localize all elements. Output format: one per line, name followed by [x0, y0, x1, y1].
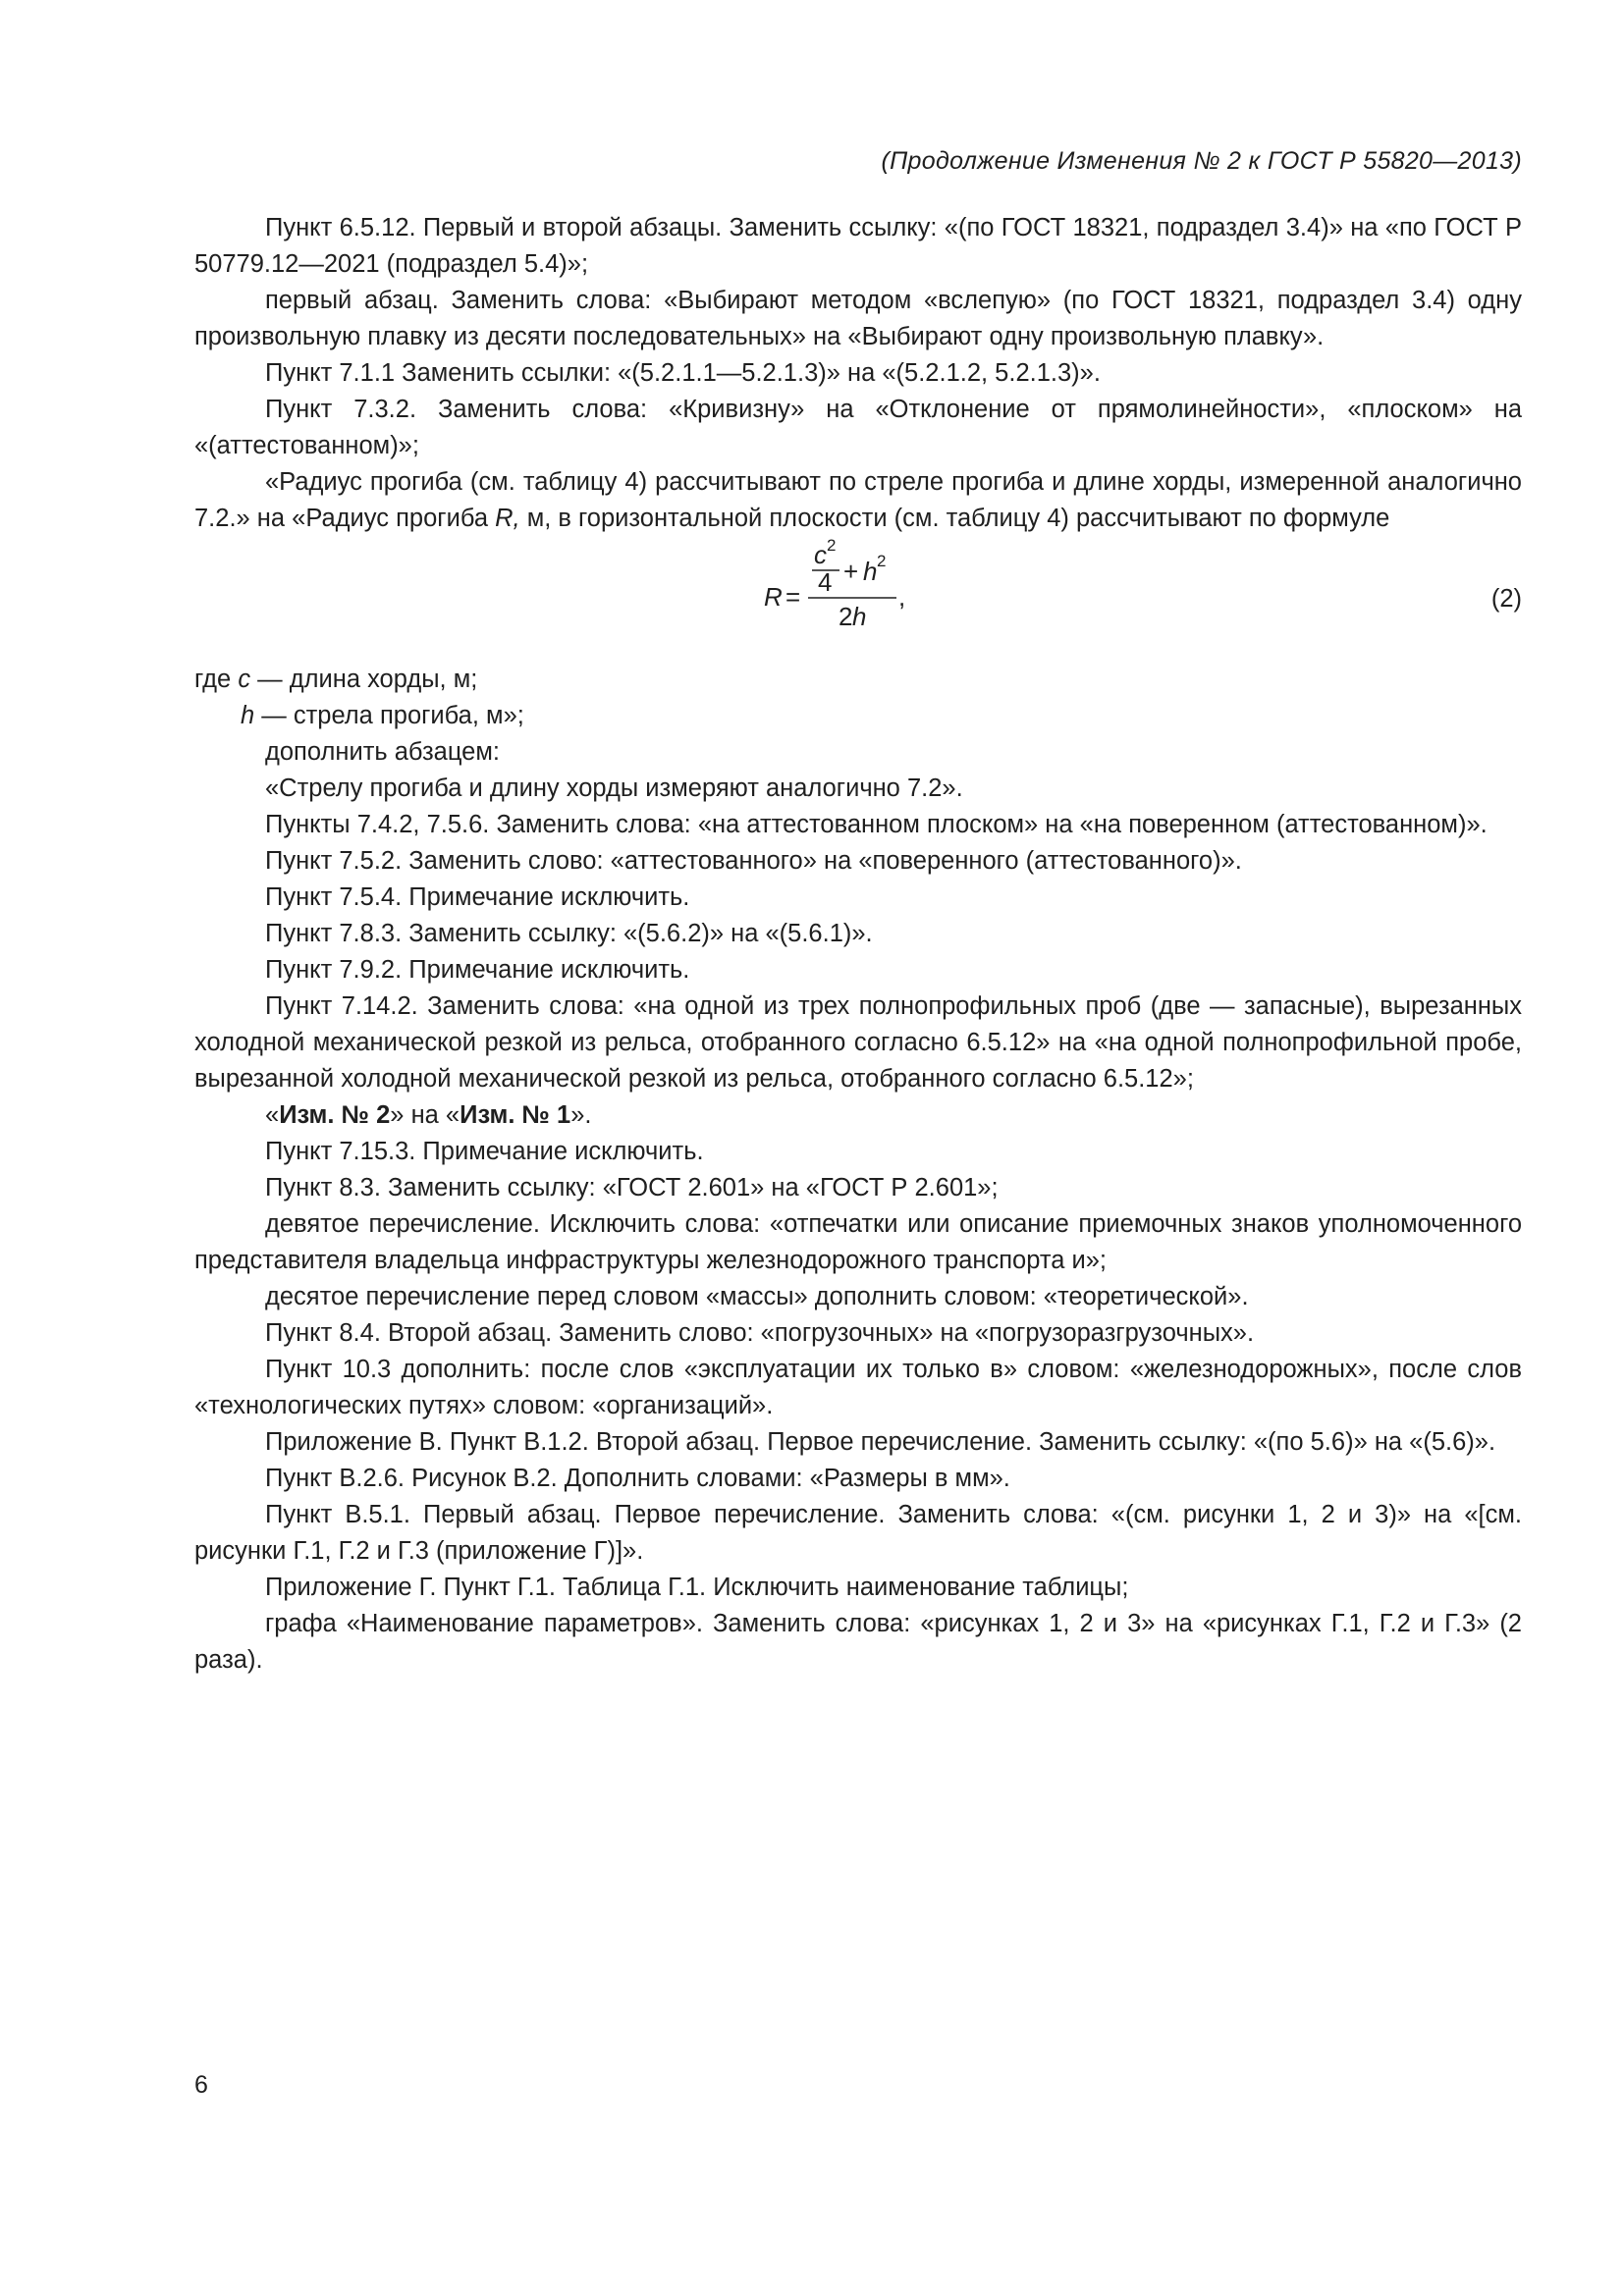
izm-paragraph	[194, 1097, 1522, 1134]
paragraph: Приложение В. Пункт В.1.2. Второй абзац. Первое перечисление. Заменить ссылку: «(по 5.6)» на «(5.6)».	[265, 1428, 1496, 1456]
formula-c-exponent: 2	[827, 536, 837, 555]
document-body	[194, 210, 1522, 1679]
izm-middle: » на «	[390, 1101, 460, 1129]
izm-quote-open: «	[265, 1101, 280, 1129]
formula-equals: =	[785, 582, 801, 612]
formula-h: h	[863, 557, 878, 586]
paragraph: графа «Наименование параметров». Заменить слова: «рисунках 1, 2 и 3» на «рисунках Г.1, Г.2 и Г.3» (2 раза).	[194, 1610, 1522, 1674]
izm-old: Изм. № 2	[279, 1101, 391, 1129]
radius-text-end: м, в горизонтальной плоскости (см. таблицу 4) рассчитывают по формуле	[519, 505, 1390, 532]
paragraph: Пункт 7.3.2. Заменить слова: «Кривизну» на «Отклонение от прямолинейности», «плоском» на «(аттестованном)»;	[194, 396, 1522, 459]
paragraph: Пункт 8.3. Заменить ссылку: «ГОСТ 2.601» на «ГОСТ Р 2.601»;	[265, 1174, 999, 1201]
formula-h-denominator: h	[852, 602, 867, 631]
where-c-text: — длина хорды, м;	[250, 666, 478, 693]
page-number: 6	[194, 2071, 208, 2099]
h-symbol: h	[241, 702, 255, 729]
formula-number: (2)	[1490, 585, 1522, 613]
paragraph: Пункт 7.14.2. Заменить слова: «на одной из трех полнопрофильных проб (две — запасные), вырезанных холодной механической резкой из рельса, отобранного согласно 6.5.12» на «на одной полнопрофильной пробе, вырезанной холодной механической резкой из рельса, отобранного согласно 6.5.12»;	[194, 992, 1522, 1093]
paragraph: дополнить абзацем:	[265, 738, 500, 766]
formula-h-exponent: 2	[877, 552, 887, 570]
paragraph: Пункт 7.1.1 Заменить ссылки: «(5.2.1.1—5.2.1.3)» на «(5.2.1.2, 5.2.1.3)».	[265, 359, 1101, 387]
paragraph: Пункт В.5.1. Первый абзац. Первое перечисление. Заменить слова: «(см. рисунки 1, 2 и 3)» на «[см. рисунки Г.1, Г.2 и Г.3 (приложение Г)]».	[194, 1501, 1522, 1565]
paragraph: Пункт 7.5.2. Заменить слово: «аттестованного» на «поверенного (аттестованного)».	[265, 847, 1242, 875]
paragraph: девятое перечисление. Исключить слова: «отпечатки или описание приемочных знаков уполномоченного представителя владельца инфраструктуры железнодорожного транспорта и»;	[194, 1210, 1522, 1274]
r-symbol: R,	[495, 505, 520, 532]
formula-comma: ,	[898, 582, 906, 612]
paragraph: первый абзац. Заменить слова: «Выбирают методом «вслепую» (по ГОСТ 18321, подраздел 3.4) одну произвольную плавку из десяти последовательных» на «Выбирают одну произвольную плавку».	[194, 287, 1522, 350]
paragraph: Пункт 7.9.2. Примечание исключить.	[265, 956, 690, 984]
paragraph: Пункт 7.8.3. Заменить ссылку: «(5.6.2)» на «(5.6.1)».	[265, 920, 873, 947]
where-prefix: где	[194, 666, 239, 693]
radius-paragraph	[194, 464, 1522, 537]
izm-quote-close: ».	[570, 1101, 592, 1129]
izm-new: Изм. № 1	[460, 1101, 571, 1129]
formula-c: c	[814, 540, 827, 569]
paragraph: «Стрелу прогиба и длину хорды измеряют аналогично 7.2».	[265, 774, 963, 802]
paragraph: Пункт 7.15.3. Примечание исключить.	[265, 1138, 704, 1165]
running-header: (Продолжение Изменения № 2 к ГОСТ Р 55820—2013)	[881, 147, 1522, 175]
paragraph: десятое перечисление перед словом «массы» дополнить словом: «теоретической».	[265, 1283, 1249, 1310]
paragraph: Пункт В.2.6. Рисунок В.2. Дополнить словами: «Размеры в мм».	[265, 1465, 1010, 1492]
formula-svg	[764, 536, 960, 659]
formula-block	[194, 536, 1522, 659]
c-symbol: c	[238, 666, 251, 693]
paragraph: Пункт 8.4. Второй абзац. Заменить слово: «погрузочных» на «погрузоразгрузочных».	[265, 1319, 1255, 1347]
paragraph: Пункты 7.4.2, 7.5.6. Заменить слова: «на аттестованном плоском» на «на поверенном (аттестованном)».	[265, 811, 1488, 838]
where-h-text: — стрела прогиба, м»;	[254, 702, 524, 729]
formula-four: 4	[818, 567, 833, 597]
formula-lhs: R	[764, 582, 783, 612]
radius-text-start: «Радиус прогиба (см. таблицу 4) рассчитывают по стреле прогиба и длине хорды, измеренной аналогично 7.2.» на «Радиус прогиба	[194, 468, 1522, 532]
where-c-line	[194, 662, 1522, 698]
formula-plus: +	[843, 557, 859, 586]
where-h-line	[194, 698, 1522, 734]
paragraph: Приложение Г. Пункт Г.1. Таблица Г.1. Исключить наименование таблицы;	[265, 1574, 1129, 1601]
paragraph: Пункт 10.3 дополнить: после слов «эксплуатации их только в» словом: «железнодорожных», после слов «технологических путях» словом: «организаций».	[194, 1356, 1522, 1419]
paragraph: Пункт 6.5.12. Первый и второй абзацы. Заменить ссылку: «(по ГОСТ 18321, подраздел 3.4)» на «по ГОСТ Р 50779.12—2021 (подраздел 5.4)»;	[194, 214, 1522, 278]
paragraph: Пункт 7.5.4. Примечание исключить.	[265, 883, 690, 911]
formula-two: 2	[839, 602, 853, 631]
